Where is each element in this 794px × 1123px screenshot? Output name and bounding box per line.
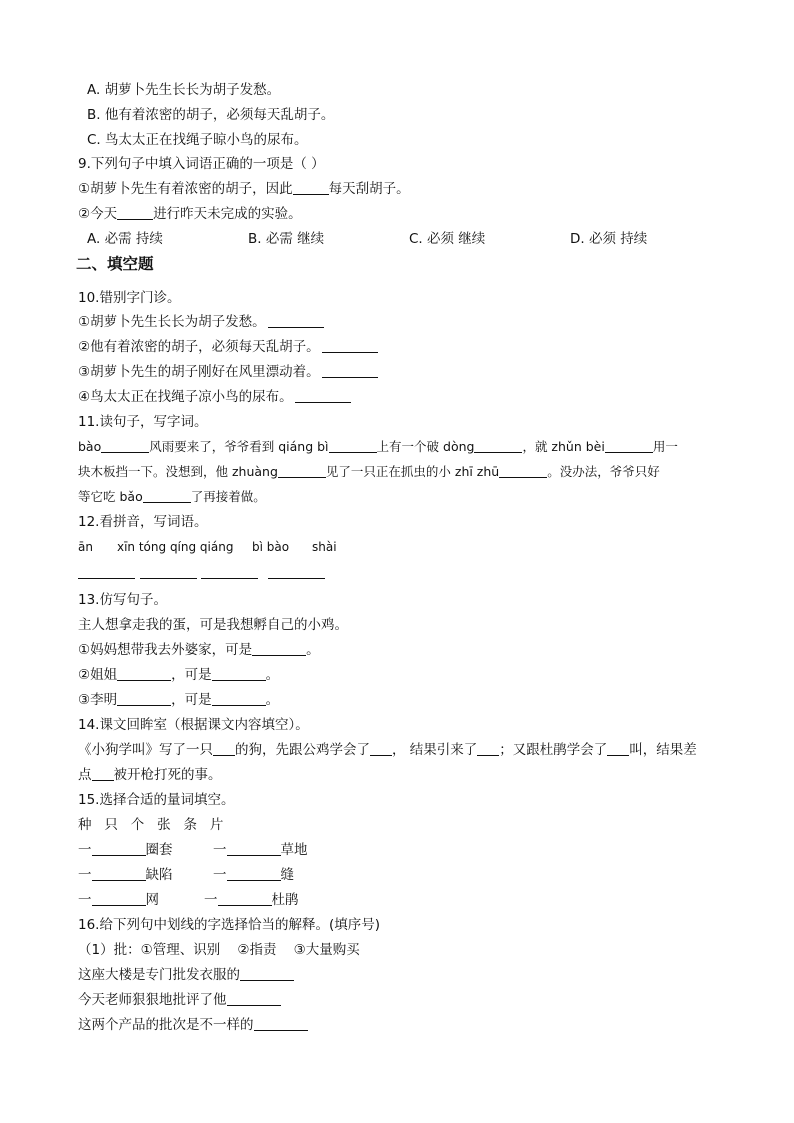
q16-item-3 bbox=[78, 1016, 308, 1034]
answer-blank[interactable] bbox=[295, 388, 351, 403]
q15-text: 一 bbox=[213, 842, 227, 858]
answer-blank[interactable] bbox=[240, 966, 294, 981]
q15-text: 一 bbox=[78, 867, 92, 883]
q16-text: 今天老师狠狠地批评了他 bbox=[78, 992, 227, 1008]
q15-text: 杜鹃 bbox=[271, 892, 299, 908]
q13-item-1 bbox=[78, 641, 320, 659]
q10-item-text: ②他有着浓密的胡子，必须每天乱胡子。 bbox=[78, 339, 320, 355]
answer-blank[interactable] bbox=[474, 438, 522, 453]
q15-text: 缝 bbox=[280, 867, 294, 883]
answer-blank[interactable] bbox=[252, 641, 306, 656]
q12-pinyin: bì bào bbox=[252, 540, 290, 554]
q9-option-d: D. 必须 持续 bbox=[570, 231, 648, 247]
answer-blank[interactable] bbox=[370, 741, 392, 756]
q15-row-1-left bbox=[78, 841, 173, 859]
answer-blank[interactable] bbox=[322, 338, 378, 353]
answer-blank[interactable] bbox=[607, 741, 629, 756]
q9-s2-text-a: ②今天 bbox=[78, 206, 118, 222]
q14-text: 的狗，先跟公鸡学会了 bbox=[235, 742, 370, 758]
q11-text: 了再接着做。 bbox=[190, 489, 266, 504]
q9-s2-text-b: 进行昨天未完成的实验。 bbox=[153, 206, 302, 222]
q16-text: 这座大楼是专门批发衣服的 bbox=[78, 967, 240, 983]
q11-text: bào bbox=[78, 439, 102, 454]
q10-item-text: ①胡萝卜先生长长为胡子发愁。 bbox=[78, 314, 266, 330]
q15-row-3-left bbox=[78, 891, 159, 909]
q14-text: 《小狗学叫》写了一只 bbox=[78, 742, 213, 758]
q11-text: 上有一个破 dòng bbox=[376, 439, 475, 454]
q12-pinyin: ān bbox=[78, 540, 93, 554]
q12-pinyin: shài bbox=[312, 540, 337, 554]
q13-item-2 bbox=[78, 666, 279, 684]
q12-pinyin: xīn tóng qíng qiáng bbox=[117, 540, 234, 554]
answer-blank[interactable] bbox=[212, 666, 266, 681]
answer-blank[interactable] bbox=[213, 741, 235, 756]
q11-text: 见了一只正在抓虫的小 zhī zhū bbox=[325, 464, 500, 479]
q11-text: 用一 bbox=[652, 439, 678, 454]
answer-blank[interactable] bbox=[278, 463, 326, 478]
answer-blank[interactable] bbox=[201, 578, 258, 579]
answer-blank[interactable] bbox=[92, 891, 146, 906]
q14-text: 被开枪打死的事。 bbox=[113, 767, 222, 783]
q14-text: ， 结果引来了 bbox=[392, 742, 478, 758]
answer-blank[interactable] bbox=[605, 438, 653, 453]
answer-blank[interactable] bbox=[92, 841, 146, 856]
q15-stem: 15.选择合适的量词填空。 bbox=[78, 792, 235, 808]
answer-blank[interactable] bbox=[227, 866, 281, 881]
q14-stem: 14.课文回眸室（根据课文内容填空）。 bbox=[78, 717, 309, 733]
q15-text: 一 bbox=[204, 892, 218, 908]
q11-line-3 bbox=[78, 488, 266, 506]
q11-text: 等它吃 bǎo bbox=[78, 489, 143, 504]
answer-blank[interactable] bbox=[227, 991, 281, 1006]
q13-text: ，可是 bbox=[171, 692, 212, 708]
q16-stem: 16.给下列句中划线的字选择恰当的解释。(填序号) bbox=[78, 917, 381, 933]
answer-blank[interactable] bbox=[117, 666, 171, 681]
q10-stem: 10.错别字门诊。 bbox=[78, 290, 181, 306]
q14-text: ；又跟杜鹃学会了 bbox=[499, 742, 608, 758]
q15-text: 缺陷 bbox=[145, 867, 173, 883]
answer-blank[interactable] bbox=[101, 438, 149, 453]
q8-option-a: A. 胡萝卜先生长长为胡子发愁。 bbox=[87, 82, 281, 98]
q14-line-1 bbox=[78, 741, 697, 759]
answer-blank[interactable] bbox=[499, 463, 547, 478]
answer-blank[interactable] bbox=[143, 488, 191, 503]
q15-text: 一 bbox=[213, 867, 227, 883]
q12-stem: 12.看拼音，写词语。 bbox=[78, 514, 208, 530]
q8-option-c: C. 鸟太太正在找绳子晾小鸟的尿布。 bbox=[87, 132, 308, 148]
q15-row-2-left bbox=[78, 866, 173, 884]
answer-blank[interactable] bbox=[92, 766, 114, 781]
q16-sub-question: （1）批：①管理、识别 ②指责 ③大量购买 bbox=[78, 942, 360, 958]
q10-item-text: ③胡萝卜先生的胡子刚好在风里漂动着。 bbox=[78, 364, 320, 380]
answer-blank[interactable] bbox=[268, 313, 324, 328]
answer-blank[interactable] bbox=[212, 691, 266, 706]
q16-text: 这两个产品的批次是不一样的 bbox=[78, 1017, 254, 1033]
q9-stem: 9.下列句子中填入词语正确的一项是（ ） bbox=[78, 156, 325, 172]
q11-line-2 bbox=[78, 463, 660, 481]
q9-sentence-2 bbox=[78, 205, 302, 223]
q11-text: 风雨要来了，爷爷看到 qiáng bì bbox=[149, 439, 329, 454]
answer-blank[interactable] bbox=[140, 578, 197, 579]
q14-line-2 bbox=[78, 766, 222, 784]
answer-blank[interactable] bbox=[78, 578, 135, 579]
q9-s1-text-b: 每天刮胡子。 bbox=[328, 181, 410, 197]
answer-blank[interactable] bbox=[117, 205, 153, 220]
q10-item-4 bbox=[78, 388, 351, 406]
q15-row-1-right bbox=[213, 841, 308, 859]
q15-text: 网 bbox=[145, 892, 159, 908]
q15-text: 一 bbox=[78, 892, 92, 908]
q15-row-3-right bbox=[204, 891, 299, 909]
q9-sentence-1 bbox=[78, 180, 410, 198]
answer-blank[interactable] bbox=[117, 691, 171, 706]
q11-line-1 bbox=[78, 438, 678, 456]
q13-text: ，可是 bbox=[171, 667, 212, 683]
q13-text: ①妈妈想带我去外婆家，可是 bbox=[78, 642, 253, 658]
q16-item-1 bbox=[78, 966, 294, 984]
q13-text: ②姐姐 bbox=[78, 667, 118, 683]
q11-stem: 11.读句子，写字词。 bbox=[78, 414, 208, 430]
q13-text: 。 bbox=[265, 692, 280, 708]
q14-text: 叫，结果差 bbox=[629, 742, 697, 758]
q13-text: 。 bbox=[265, 667, 280, 683]
q10-item-3 bbox=[78, 363, 378, 381]
q15-text: 一 bbox=[78, 842, 92, 858]
section-title: 二、填空题 bbox=[76, 255, 154, 273]
q15-row-2-right bbox=[213, 866, 294, 884]
answer-blank[interactable] bbox=[218, 891, 272, 906]
q15-word-bank: 种 只 个 张 条 片 bbox=[78, 817, 224, 833]
answer-blank[interactable] bbox=[322, 363, 378, 378]
q13-item-3 bbox=[78, 691, 279, 709]
q13-stem: 13.仿写句子。 bbox=[78, 592, 167, 608]
answer-blank[interactable] bbox=[227, 841, 281, 856]
q9-option-a: A. 必需 持续 bbox=[87, 231, 163, 247]
q11-text: ，就 zhǔn bèi bbox=[522, 439, 605, 454]
answer-blank[interactable] bbox=[293, 180, 329, 195]
q10-item-text: ④鸟太太正在找绳子凉小鸟的尿布。 bbox=[78, 389, 293, 405]
q15-text: 草地 bbox=[280, 842, 308, 858]
answer-blank[interactable] bbox=[329, 438, 377, 453]
q11-text: 块木板挡一下。没想到，他 zhuàng bbox=[78, 464, 278, 479]
q15-text: 圈套 bbox=[145, 842, 173, 858]
answer-blank[interactable] bbox=[477, 741, 499, 756]
q9-s1-text-a: ①胡萝卜先生有着浓密的胡子，因此 bbox=[78, 181, 293, 197]
answer-blank[interactable] bbox=[268, 578, 325, 579]
q16-item-2 bbox=[78, 991, 281, 1009]
q13-text: 。 bbox=[306, 642, 320, 658]
q13-example: 主人想拿走我的蛋，可是我想孵自己的小鸡。 bbox=[78, 617, 348, 633]
q9-option-b: B. 必需 继续 bbox=[248, 231, 325, 247]
answer-blank[interactable] bbox=[92, 866, 146, 881]
q10-item-1 bbox=[78, 313, 324, 331]
answer-blank[interactable] bbox=[254, 1016, 308, 1031]
q8-option-b: B. 他有着浓密的胡子，必须每天乱胡子。 bbox=[87, 107, 335, 123]
q14-text: 点 bbox=[78, 767, 92, 783]
q9-option-c: C. 必须 继续 bbox=[409, 231, 486, 247]
q13-text: ③李明 bbox=[78, 692, 118, 708]
q11-text: 。没办法，爷爷只好 bbox=[547, 464, 660, 479]
q10-item-2 bbox=[78, 338, 378, 356]
